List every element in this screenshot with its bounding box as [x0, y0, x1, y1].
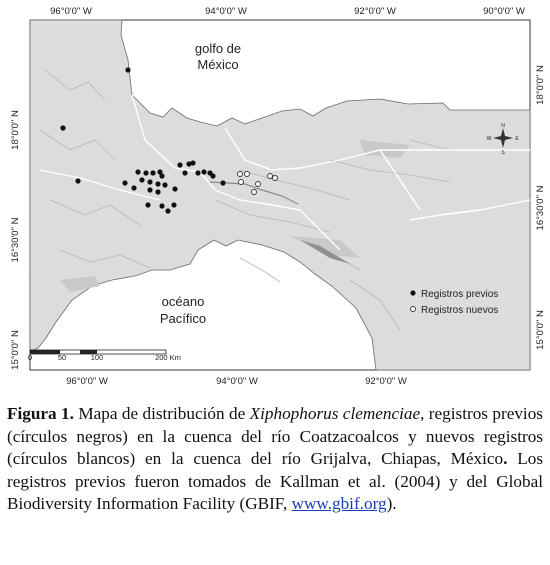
previous-record-dot: [172, 186, 177, 191]
legend-previous-dot: [410, 290, 415, 295]
previous-record-dot: [165, 208, 170, 213]
longitude-label: 96°0'0" W: [66, 376, 108, 387]
legend-new-label: Registros nuevos: [421, 305, 499, 316]
latitude-label: 18°0'0" N: [535, 65, 546, 105]
previous-record-dot: [171, 202, 176, 207]
top-longitude-labels: [50, 6, 525, 17]
left-latitude-labels: [10, 110, 21, 370]
latitude-label: 15°0'0" N: [10, 330, 21, 370]
caption-text: ).: [386, 494, 397, 514]
previous-record-dot: [155, 189, 160, 194]
gulf-label-line1: golfo de: [194, 41, 242, 56]
previous-record-dot: [201, 169, 206, 174]
latitude-label: 16°30'0" N: [10, 217, 21, 263]
previous-record-dot: [135, 169, 140, 174]
previous-record-dot: [143, 170, 148, 175]
new-record-dot: [268, 174, 273, 179]
caption-text: , registros previos (círculos negros) en la cuenca del río Coatzacoalcos y nuevos registros (círculos blancos) en la cuenca del río Grijalva, Chiapas, México: [7, 404, 543, 469]
compass-n: N: [501, 123, 505, 129]
previous-record-dot: [145, 202, 150, 207]
legend-new-dot: [411, 307, 416, 312]
new-record-dot: [273, 176, 278, 181]
previous-record-dot: [75, 178, 80, 183]
latitude-label: 18°0'0" N: [10, 110, 21, 150]
latitude-label: 15°0'0" N: [535, 310, 546, 350]
previous-record-dot: [195, 170, 200, 175]
previous-record-dot: [190, 160, 195, 165]
gbif-link[interactable]: www.gbif.org: [291, 494, 387, 514]
previous-record-dot: [60, 125, 65, 130]
previous-record-dot: [220, 180, 225, 185]
previous-record-dot: [150, 170, 155, 175]
new-record-dot: [245, 172, 250, 177]
scale-tick-label: 100: [90, 353, 104, 362]
caption-text: Mapa de distribución de: [73, 404, 250, 423]
species-name: Xiphophorus clemenciae: [249, 404, 421, 423]
longitude-label: 92°0'0" W: [365, 376, 407, 387]
figure-caption: [7, 403, 543, 516]
previous-record-dot: [147, 179, 152, 184]
bottom-longitude-labels: [66, 376, 407, 387]
gulf-label-line2: México: [197, 57, 239, 72]
compass-s: S: [501, 150, 505, 156]
longitude-label: 96°0'0" W: [50, 6, 92, 17]
scale-tick-label: 50: [57, 353, 67, 362]
scale-tick-label: 0: [27, 353, 33, 362]
figure-label: Figura 1.: [7, 404, 74, 423]
previous-record-dot: [210, 173, 215, 178]
compass-e: E: [515, 136, 519, 142]
longitude-label: 94°0'0" W: [205, 6, 247, 17]
latitude-label: 16°30'0" N: [535, 185, 546, 231]
previous-record-dot: [122, 180, 127, 185]
new-record-dot: [252, 190, 257, 195]
right-latitude-labels: [535, 65, 546, 350]
previous-record-dot: [131, 185, 136, 190]
previous-record-dot: [155, 181, 160, 186]
new-record-dot: [238, 172, 243, 177]
previous-record-dot: [125, 67, 130, 72]
ocean-label-line1: océano: [161, 294, 205, 309]
longitude-label: 94°0'0" W: [216, 376, 258, 387]
caption-bold-period: .: [503, 449, 508, 469]
previous-record-dot: [147, 187, 152, 192]
previous-record-dot: [139, 177, 144, 182]
new-record-dot: [239, 180, 244, 185]
new-record-dot: [256, 182, 261, 187]
longitude-label: 92°0'0" W: [354, 6, 396, 17]
ocean-label-line2: Pacífico: [159, 311, 207, 326]
legend-previous-label: Registros previos: [421, 289, 499, 300]
compass-w: W: [486, 136, 492, 142]
previous-record-dot: [159, 173, 164, 178]
previous-record-dot: [159, 203, 164, 208]
scale-tick-label: 200 Km: [155, 353, 181, 362]
caption-text: Los registros previos fueron tomados de Kallman et al. (2004) y del Global Biodiversity Information Facility (GBIF,: [7, 449, 544, 514]
longitude-label: 90°0'0" W: [483, 6, 525, 17]
previous-record-dot: [162, 182, 167, 187]
previous-record-dot: [182, 170, 187, 175]
previous-record-dot: [177, 162, 182, 167]
